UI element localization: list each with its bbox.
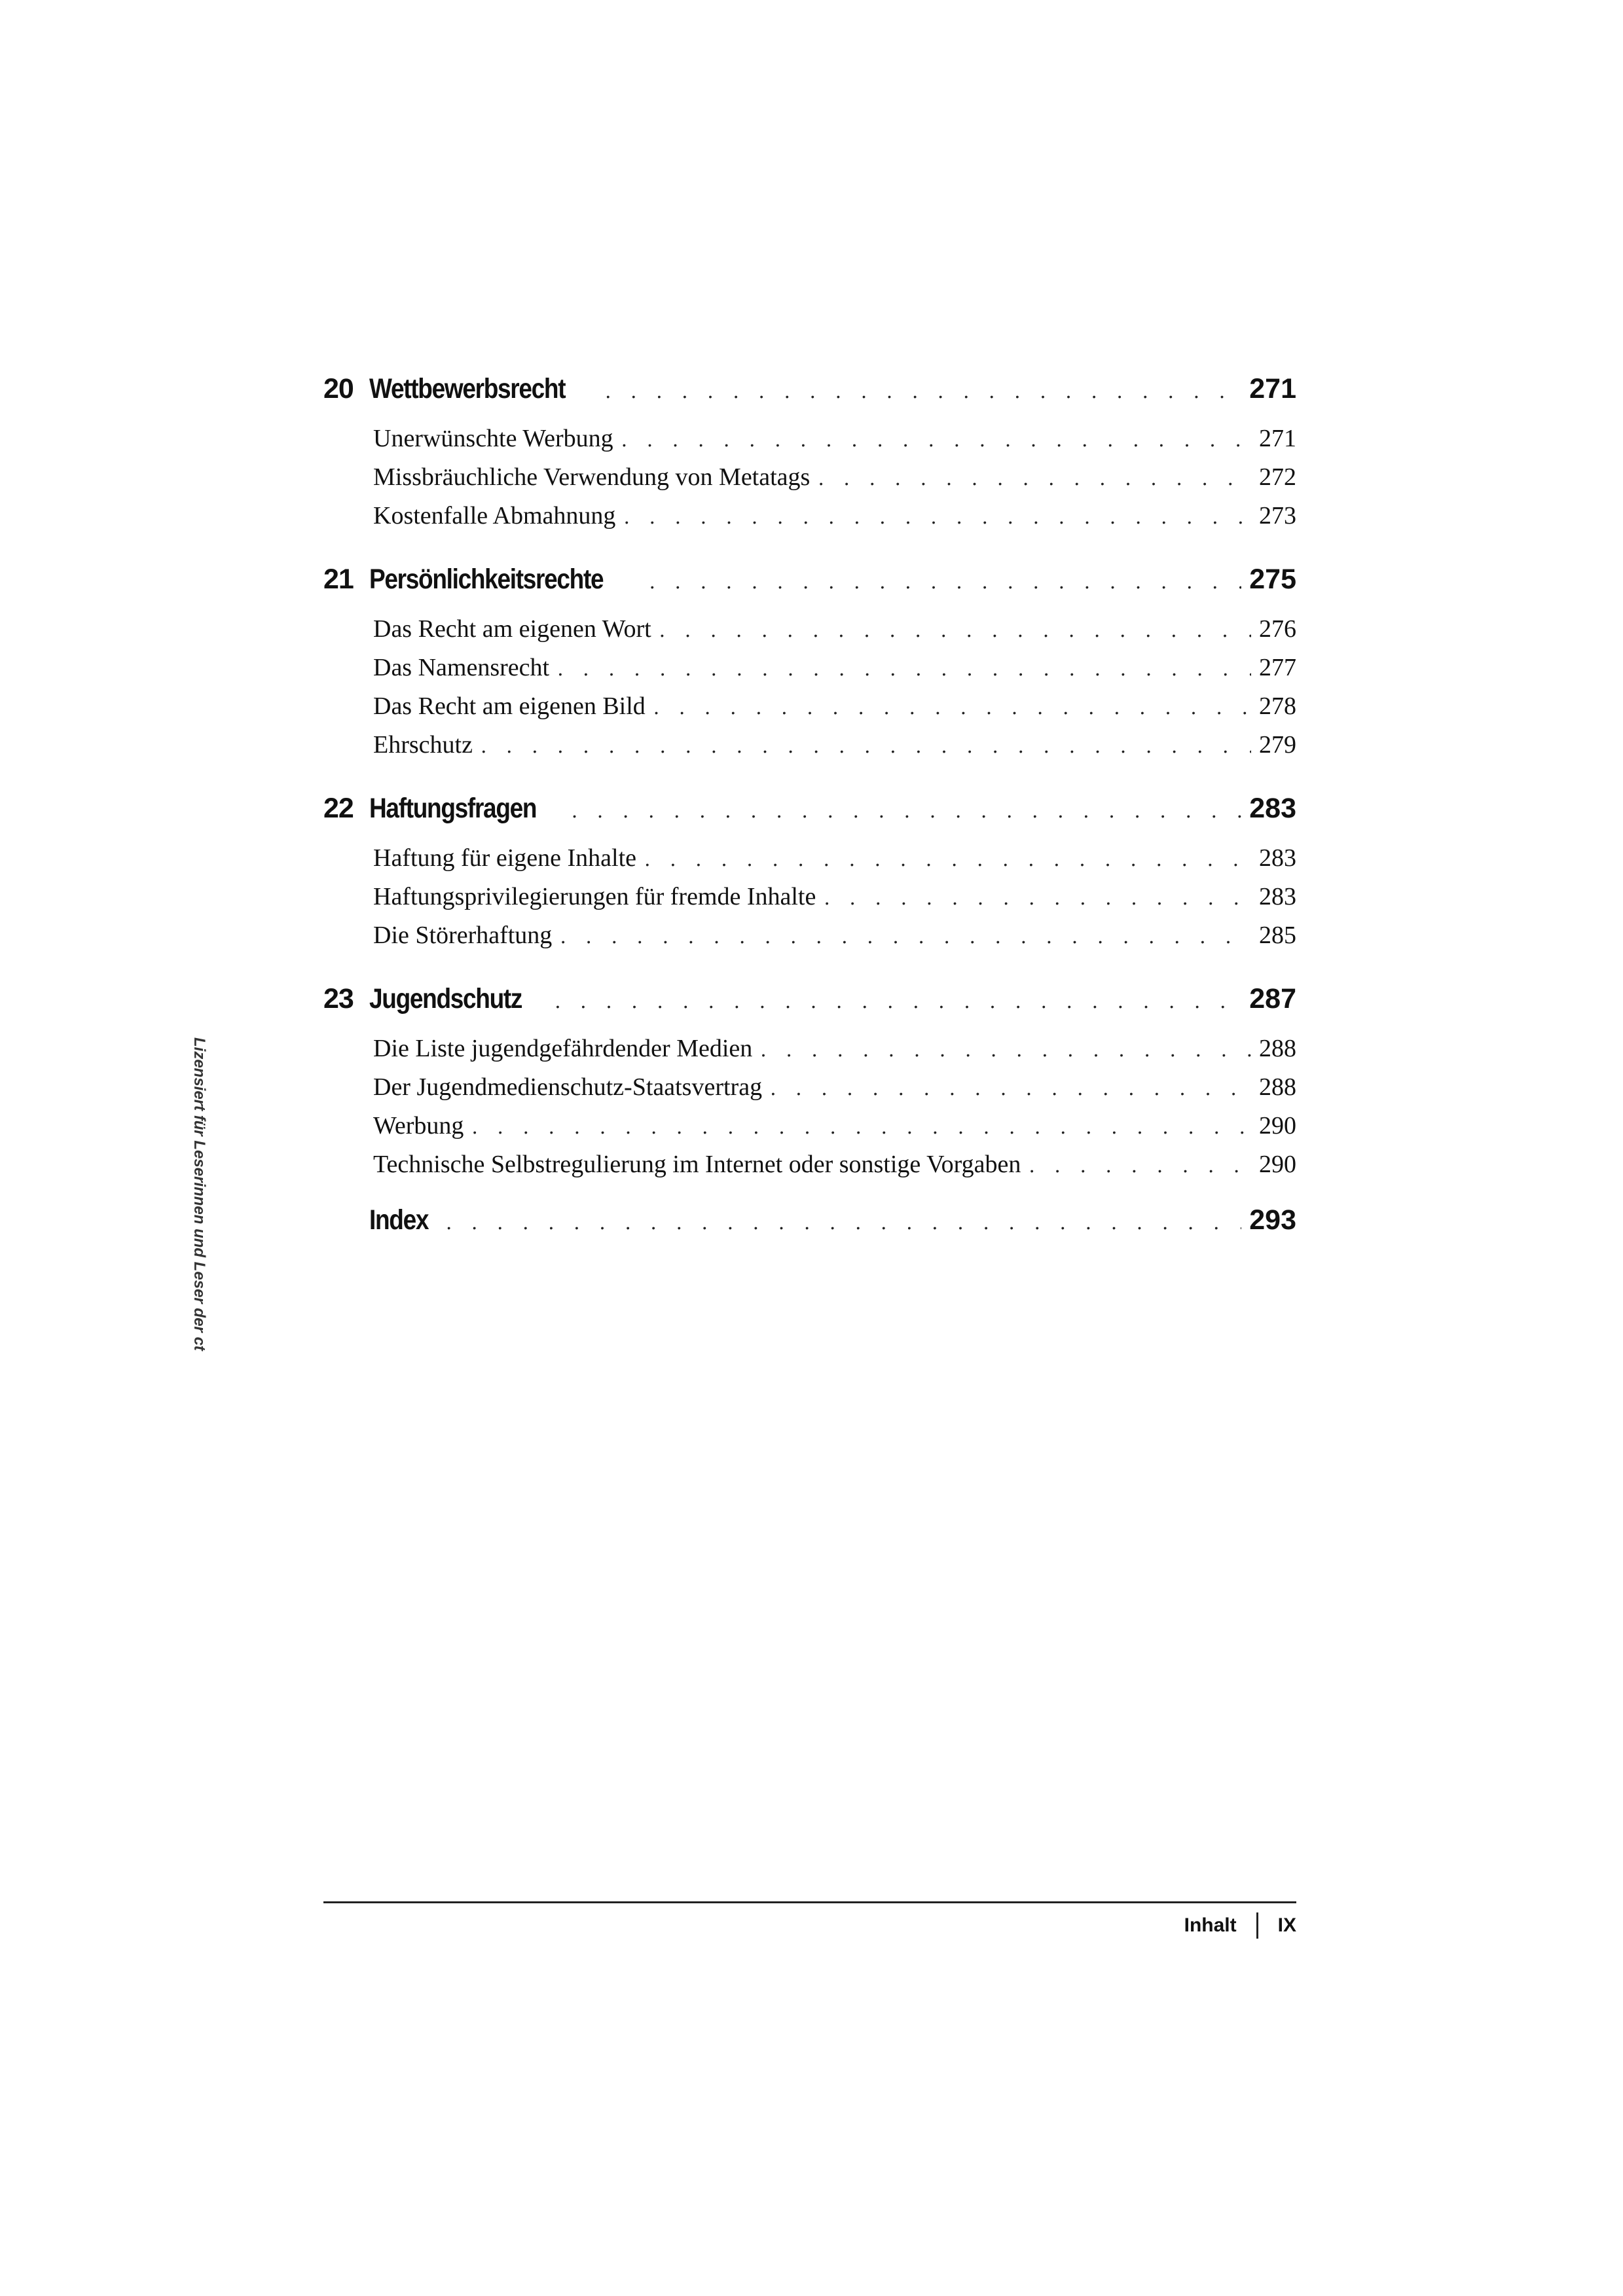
dot-leader [572, 800, 1242, 823]
index-title: Index [369, 1204, 429, 1236]
toc-entry[interactable] [373, 424, 1296, 463]
chapter-number: 23 [323, 983, 354, 1014]
entry-page: 288 [1259, 1035, 1296, 1062]
entry-title: Unerwünschte Werbung [373, 425, 613, 452]
dot-leader [605, 380, 1241, 403]
toc-entry[interactable] [373, 653, 1296, 692]
toc-entry[interactable] [373, 1034, 1296, 1073]
chapter-entries [323, 1034, 1296, 1189]
dot-leader [560, 925, 1251, 948]
entry-title: Technische Selbstregulierung im Internet oder sonstige Vorgaben [373, 1151, 1021, 1178]
entry-title: Das Namensrecht [373, 654, 550, 681]
page-footer [1184, 1912, 1296, 1939]
chapter-page: 287 [1249, 983, 1296, 1014]
chapter-entries [323, 844, 1296, 960]
chapter-page: 275 [1249, 564, 1296, 595]
entry-title: Die Störerhaftung [373, 922, 553, 949]
entry-title: Ehrschutz [373, 731, 473, 759]
entry-title: Werbung [373, 1112, 464, 1139]
chapter-page: 271 [1249, 373, 1296, 404]
chapter-row[interactable] [323, 983, 1296, 1034]
table-of-contents [323, 373, 1296, 1255]
chapter-number: 22 [323, 793, 354, 824]
license-note-text: Lizensiert für Leserinnen und Leser der ct [191, 1037, 208, 1351]
entry-page: 278 [1259, 692, 1296, 720]
toc-entry[interactable] [373, 615, 1296, 653]
footer-page-number: IX [1277, 1914, 1296, 1936]
dot-leader [623, 506, 1251, 529]
entry-title: Der Jugendmedienschutz-Staatsvertrag [373, 1073, 763, 1101]
chapter-row[interactable] [323, 373, 1296, 424]
entry-title: Kostenfalle Abmahnung [373, 502, 616, 529]
dot-leader [770, 1077, 1251, 1100]
toc-entry[interactable] [373, 463, 1296, 501]
footer-rule [323, 1901, 1296, 1903]
dot-leader [653, 696, 1251, 719]
entry-page: 271 [1259, 425, 1296, 452]
entry-page: 272 [1259, 463, 1296, 491]
toc-entry[interactable] [373, 730, 1296, 769]
toc-entry[interactable] [373, 1150, 1296, 1189]
footer-separator [1256, 1912, 1258, 1939]
entry-title: Das Recht am eigenen Wort [373, 615, 651, 643]
entry-page: 279 [1259, 731, 1296, 759]
chapter-title: Persönlichkeitsrechte [369, 564, 604, 595]
entry-page: 285 [1259, 922, 1296, 949]
toc-entry[interactable] [373, 692, 1296, 730]
entry-page: 283 [1259, 883, 1296, 910]
license-note [185, 1037, 211, 1378]
chapter-title: Wettbewerbsrecht [369, 373, 566, 404]
dot-leader [644, 848, 1251, 871]
dot-leader [649, 571, 1241, 594]
toc-entry[interactable] [373, 882, 1296, 921]
dot-leader [446, 1211, 1241, 1234]
dot-leader [481, 735, 1251, 758]
entry-title: Haftung für eigene Inhalte [373, 844, 636, 872]
entry-title: Haftungsprivilegierungen für fremde Inhalte [373, 883, 816, 910]
entry-page: 290 [1259, 1151, 1296, 1178]
chapter-row[interactable] [323, 564, 1296, 615]
toc-entry[interactable] [373, 844, 1296, 882]
chapter-entries [323, 424, 1296, 540]
entry-title: Missbräuchliche Verwendung von Metatags [373, 463, 811, 491]
chapter-title: Haftungsfragen [369, 793, 537, 824]
footer-section: Inhalt [1184, 1914, 1237, 1936]
dot-leader [557, 658, 1251, 681]
entry-title: Die Liste jugendgefährdender Medien [373, 1035, 753, 1062]
dot-leader [471, 1116, 1251, 1139]
chapter-number: 21 [323, 564, 354, 595]
chapter-entries [323, 615, 1296, 769]
index-row[interactable] [323, 1204, 1296, 1255]
chapter-page: 283 [1249, 793, 1296, 824]
chapter-title: Jugendschutz [369, 983, 522, 1014]
dot-leader [659, 619, 1251, 642]
toc-entry[interactable] [373, 921, 1296, 960]
entry-page: 288 [1259, 1073, 1296, 1101]
entry-page: 277 [1259, 654, 1296, 681]
entry-page: 283 [1259, 844, 1296, 872]
toc-entry[interactable] [373, 1073, 1296, 1111]
entry-page: 290 [1259, 1112, 1296, 1139]
entry-page: 273 [1259, 502, 1296, 529]
dot-leader [824, 887, 1251, 910]
toc-entry[interactable] [373, 501, 1296, 540]
toc-entry[interactable] [373, 1111, 1296, 1150]
dot-leader [760, 1039, 1251, 1062]
dot-leader [818, 467, 1251, 490]
chapter-row[interactable] [323, 793, 1296, 844]
dot-leader [555, 990, 1241, 1013]
dot-leader [621, 429, 1251, 452]
index-page: 293 [1249, 1204, 1296, 1236]
entry-title: Das Recht am eigenen Bild [373, 692, 646, 720]
dot-leader [1029, 1155, 1251, 1177]
entry-page: 276 [1259, 615, 1296, 643]
chapter-number: 20 [323, 373, 354, 404]
